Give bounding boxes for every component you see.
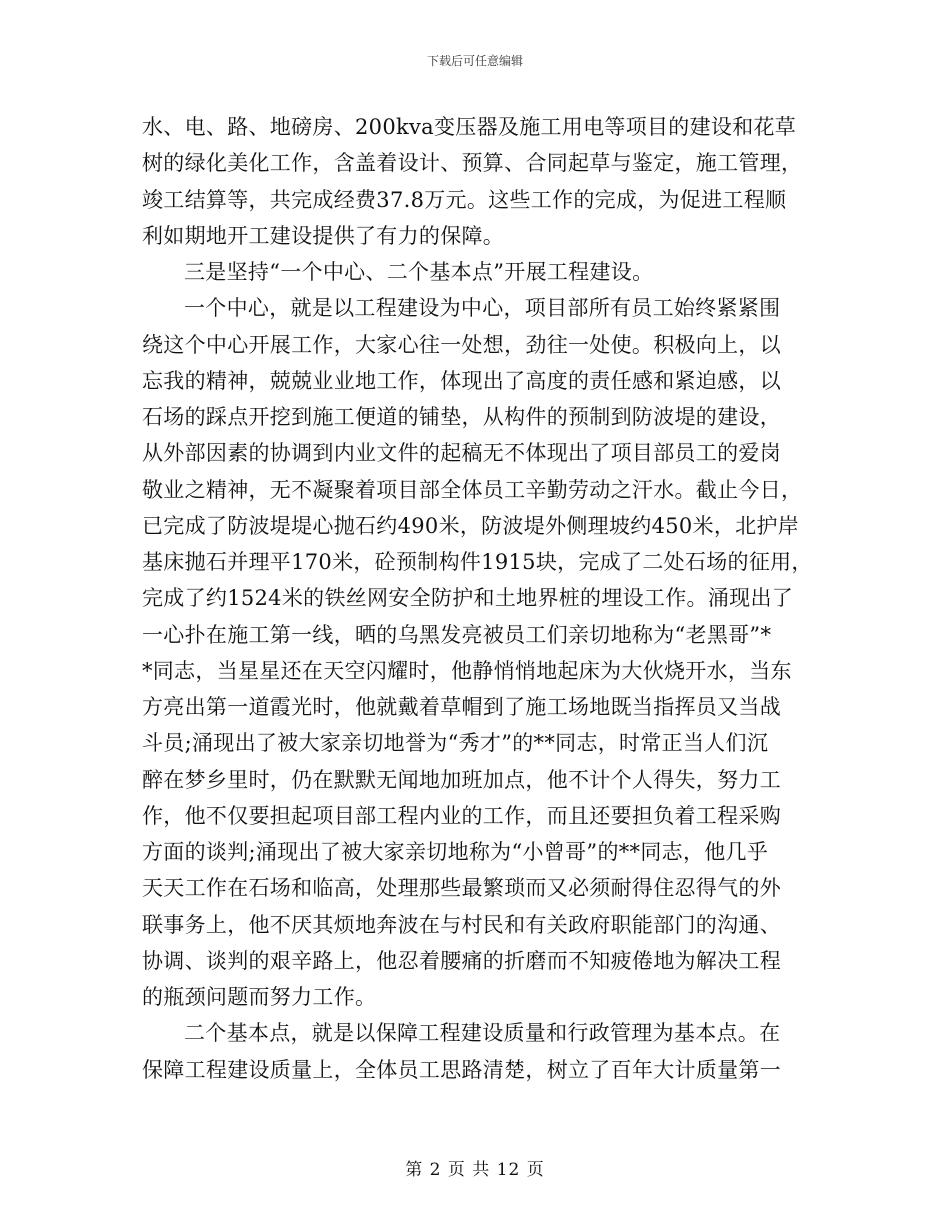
header-note: 下载后可任意编辑 <box>426 54 523 68</box>
text-line: *同志，当星星还在天空闪耀时，他静悄悄地起床为大伙烧开水，当东 <box>142 658 792 683</box>
text-line: 完成了约1524米的铁丝网安全防护和土地界桩的埋设工作。涌现出了 <box>142 586 794 611</box>
text-line: 已完成了防波堤堤心抛石约490米，防波堤外侧理坡约450米，北护岸 <box>142 513 800 538</box>
text-line: 水、电、路、地磅房、200kva变压器及施工用电等项目的建设和花草 <box>142 115 797 139</box>
text-line: 联事务上，他不厌其烦地奔波在与村民和有关政府职能部门的沟通、 <box>142 912 781 937</box>
text-line: 利如期地开工建设提供了有力的保障。 <box>142 223 505 248</box>
text-line: 基床抛石并理平170米，砼预制构件1915块，完成了二处石场的征用， <box>142 550 813 574</box>
text-line: 保障工程建设质量上，全体员工思路清楚，树立了百年大计质量第一 <box>142 1057 781 1082</box>
text-line: 二个基本点，就是以保障工程建设质量和行政管理为基本点。在 <box>184 1021 781 1046</box>
text-line: 方面的谈判;涌现出了被大家亲切地称为“小曾哥”的**同志，他几乎 <box>142 840 769 864</box>
text-line: 三是坚持“一个中心、二个基本点”开展工程建设。 <box>184 260 654 284</box>
text-line: 一个中心，就是以工程建设为中心，项目部所有员工始终紧紧围 <box>184 296 781 321</box>
text-line: 一心扑在施工第一线，晒的乌黑发亮被员工们亲切地称为“老黑哥”* <box>142 622 772 647</box>
text-line: 协调、谈判的艰辛路上，他忍着腰痛的折磨而不知疲倦地为解决工程 <box>142 948 781 973</box>
text-line: 树的绿化美化工作，含盖着设计、预算、合同起草与鉴定，施工管理， <box>142 151 803 176</box>
text-line: 从外部因素的协调到内业文件的起稿无不体现出了项目部员工的爱岗 <box>142 441 781 466</box>
text-line: 天天工作在石场和临高，处理那些最繁琐而又必须耐得住忍得气的外 <box>142 876 781 901</box>
page-number: 第 2 页 共 12 页 <box>405 1160 545 1180</box>
body-text <box>142 109 822 1088</box>
text-line: 竣工结算等，共完成经费37.8万元。这些工作的完成，为促进工程顺 <box>142 187 787 212</box>
text-line: 绕这个中心开展工作，大家心往一处想，劲往一处使。积极向上，以 <box>142 332 781 357</box>
text-line: 斗员;涌现出了被大家亲切地誉为“秀才”的**同志，时常正当人们沉 <box>142 731 769 756</box>
text-line: 忘我的精神，兢兢业业地工作，体现出了高度的责任感和紧迫感，以 <box>142 368 781 393</box>
text-line: 敬业之精神，无不凝聚着项目部全体员工辛勤劳动之汗水。截止今日， <box>142 477 803 502</box>
text-line: 的瓶颈问题而努力工作。 <box>142 985 377 1009</box>
text-line: 作，他不仅要担起项目部工程内业的工作，而且还要担负着工程采购 <box>142 803 781 828</box>
text-line: 石场的踩点开挖到施工便道的铺垫，从构件的预制到防波堤的建设， <box>142 405 781 429</box>
text-line: 方亮出第一道霞光时，他就戴着草帽到了施工场地既当指挥员又当战 <box>142 695 781 719</box>
text-line: 醉在梦乡里时，仍在默默无闻地加班加点，他不计个人得失，努力工 <box>142 767 781 792</box>
